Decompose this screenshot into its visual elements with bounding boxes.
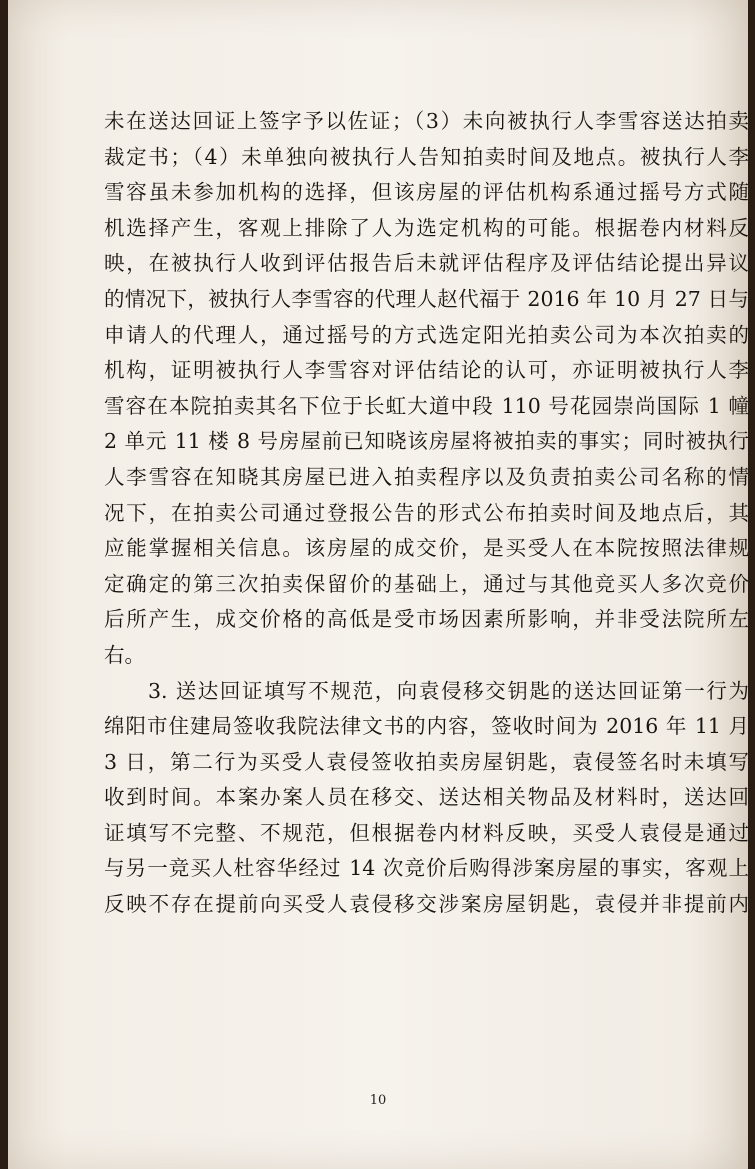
text-line: 机选择产生，客观上排除了人为选定机构的可能。根据卷内材料反 bbox=[104, 215, 749, 240]
text-line: 定确定的第三次拍卖保留价的基础上，通过与其他竞买人多次竞价 bbox=[104, 571, 749, 596]
paragraph-start-line: 3. 送达回证填写不规范，向袁侵移交钥匙的送达回证第一行为 bbox=[148, 678, 749, 703]
text-line: 机构，证明被执行人李雪容对评估结论的认可，亦证明被执行人李 bbox=[104, 358, 749, 383]
text-line: 2 单元 11 楼 8 号房屋前已知晓该房屋将被拍卖的事实；同时被执行 bbox=[104, 429, 749, 454]
text-line: 雪容在本院拍卖其名下位于长虹大道中段 110 号花园崇尚国际 1 幢 bbox=[104, 393, 749, 418]
text-line: 反映不存在提前向买受人袁侵移交涉案房屋钥匙，袁侵并非提前内 bbox=[104, 892, 749, 917]
text-line: 况下，在拍卖公司通过登报公告的形式公布拍卖时间及地点后，其 bbox=[104, 500, 749, 525]
text-line: 后所产生，成交价格的高低是受市场因素所影响，并非受法院所左 bbox=[104, 607, 749, 632]
body-text bbox=[104, 104, 749, 923]
text-line: 3 日，第二行为买受人袁侵签收拍卖房屋钥匙，袁侵签名时未填写 bbox=[104, 749, 749, 774]
text-line: 证填写不完整、不规范，但根据卷内材料反映，买受人袁侵是通过 bbox=[104, 820, 749, 845]
text-line: 应能掌握相关信息。该房屋的成交价，是买受人在本院按照法律规 bbox=[104, 536, 749, 561]
text-line: 未在送达回证上签字予以佐证；（3）未向被执行人李雪容送达拍卖 bbox=[104, 109, 749, 133]
text-line: 雪容虽未参加机构的选择，但该房屋的评估机构系通过摇号方式随 bbox=[104, 180, 749, 205]
text-line: 绵阳市住建局签收我院法律文书的内容，签收时间为 2016 年 11 月 bbox=[104, 714, 749, 739]
text-line: 映，在被执行人收到评估报告后未就评估程序及评估结论提出异议 bbox=[104, 251, 749, 276]
page-number: 10 bbox=[369, 1093, 387, 1108]
text-line: 人李雪容在知晓其房屋已进入拍卖程序以及负责拍卖公司名称的情 bbox=[104, 464, 749, 489]
text-line: 的情况下，被执行人李雪容的代理人赵代福于 2016 年 10 月 27 日与 bbox=[104, 286, 749, 311]
text-line: 申请人的代理人，通过摇号的方式选定阳光拍卖公司为本次拍卖的 bbox=[104, 322, 749, 347]
document-page bbox=[8, 0, 748, 1169]
text-line: 裁定书；（4）未单独向被执行人告知拍卖时间及地点。被执行人李 bbox=[104, 144, 749, 169]
text-line: 与另一竞买人杜容华经过 14 次竞价后购得涉案房屋的事实，客观上 bbox=[104, 856, 749, 881]
text-line: 右。 bbox=[104, 642, 145, 667]
text-line: 收到时间。本案办案人员在移交、送达相关物品及材料时，送达回 bbox=[104, 785, 749, 810]
